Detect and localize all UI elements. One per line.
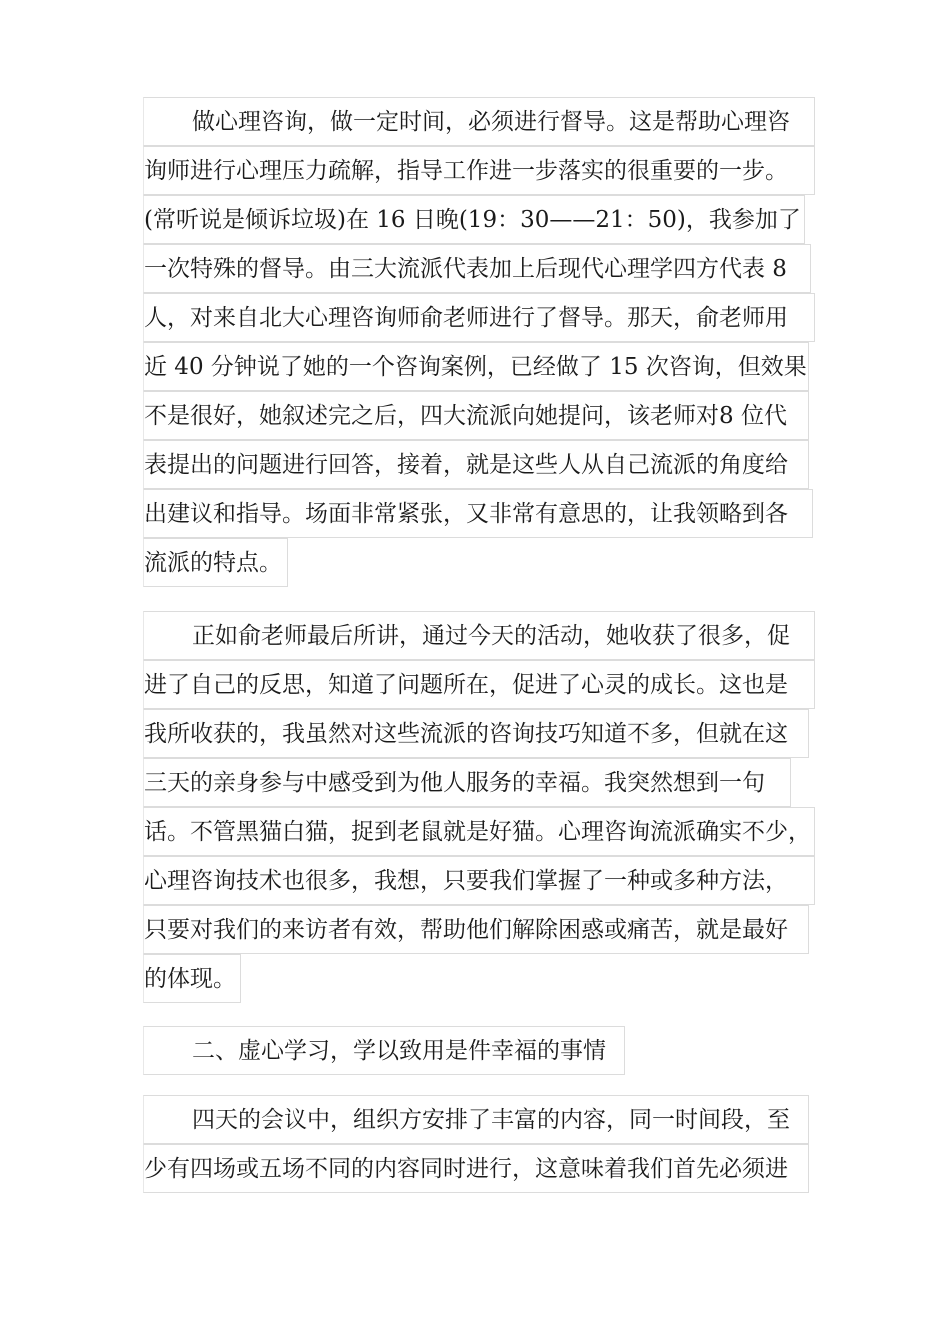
text-line: 询师进行心理压力疏解，指导工作进一步落实的很重要的一步。: [143, 146, 815, 195]
text-line: 一次特殊的督导。由三大流派代表加上后现代心理学四方代表 8: [143, 244, 811, 293]
text-line: 的体现。: [143, 954, 241, 1003]
paragraph-reflection: [143, 611, 815, 1003]
heading-line: 二、虚心学习，学以致用是件幸福的事情: [143, 1026, 625, 1075]
text-line: 流派的特点。: [143, 538, 288, 587]
text-line: 表提出的问题进行回答，接着，就是这些人从自己流派的角度给: [143, 440, 809, 489]
text-line: 近 40 分钟说了她的一个咨询案例，已经做了 15 次咨询，但效果: [143, 342, 809, 391]
text-line: 正如俞老师最后所讲，通过今天的活动，她收获了很多，促: [143, 611, 815, 660]
paragraph-learning: [143, 1095, 809, 1193]
text-line: 人，对来自北大心理咨询师俞老师进行了督导。那天，俞老师用: [143, 293, 815, 342]
text-line: 不是很好，她叙述完之后，四大流派向她提问，该老师对8 位代: [143, 391, 809, 440]
text-line: 话。不管黑猫白猫，捉到老鼠就是好猫。心理咨询流派确实不少，: [143, 807, 815, 856]
text-line: 我所收获的，我虽然对这些流派的咨询技巧知道不多，但就在这: [143, 709, 809, 758]
text-line: 少有四场或五场不同的内容同时进行，这意味着我们首先必须进: [143, 1144, 809, 1193]
text-line: 只要对我们的来访者有效，帮助他们解除困惑或痛苦，就是最好: [143, 905, 809, 954]
text-line: 进了自己的反思，知道了问题所在，促进了心灵的成长。这也是: [143, 660, 815, 709]
text-line: 三天的亲身参与中感受到为他人服务的幸福。我突然想到一句: [143, 758, 791, 807]
text-line: 四天的会议中，组织方安排了丰富的内容，同一时间段，至: [143, 1095, 809, 1144]
section-heading: [143, 1026, 625, 1075]
paragraph-supervision: [143, 97, 815, 587]
text-line: 心理咨询技术也很多，我想，只要我们掌握了一种或多种方法，: [143, 856, 815, 905]
text-line: 做心理咨询，做一定时间，必须进行督导。这是帮助心理咨: [143, 97, 815, 146]
text-line: (常听说是倾诉垃圾)在 16 日晚(19：30——21：50)，我参加了: [143, 195, 805, 244]
text-line: 出建议和指导。场面非常紧张，又非常有意思的，让我领略到各: [143, 489, 813, 538]
